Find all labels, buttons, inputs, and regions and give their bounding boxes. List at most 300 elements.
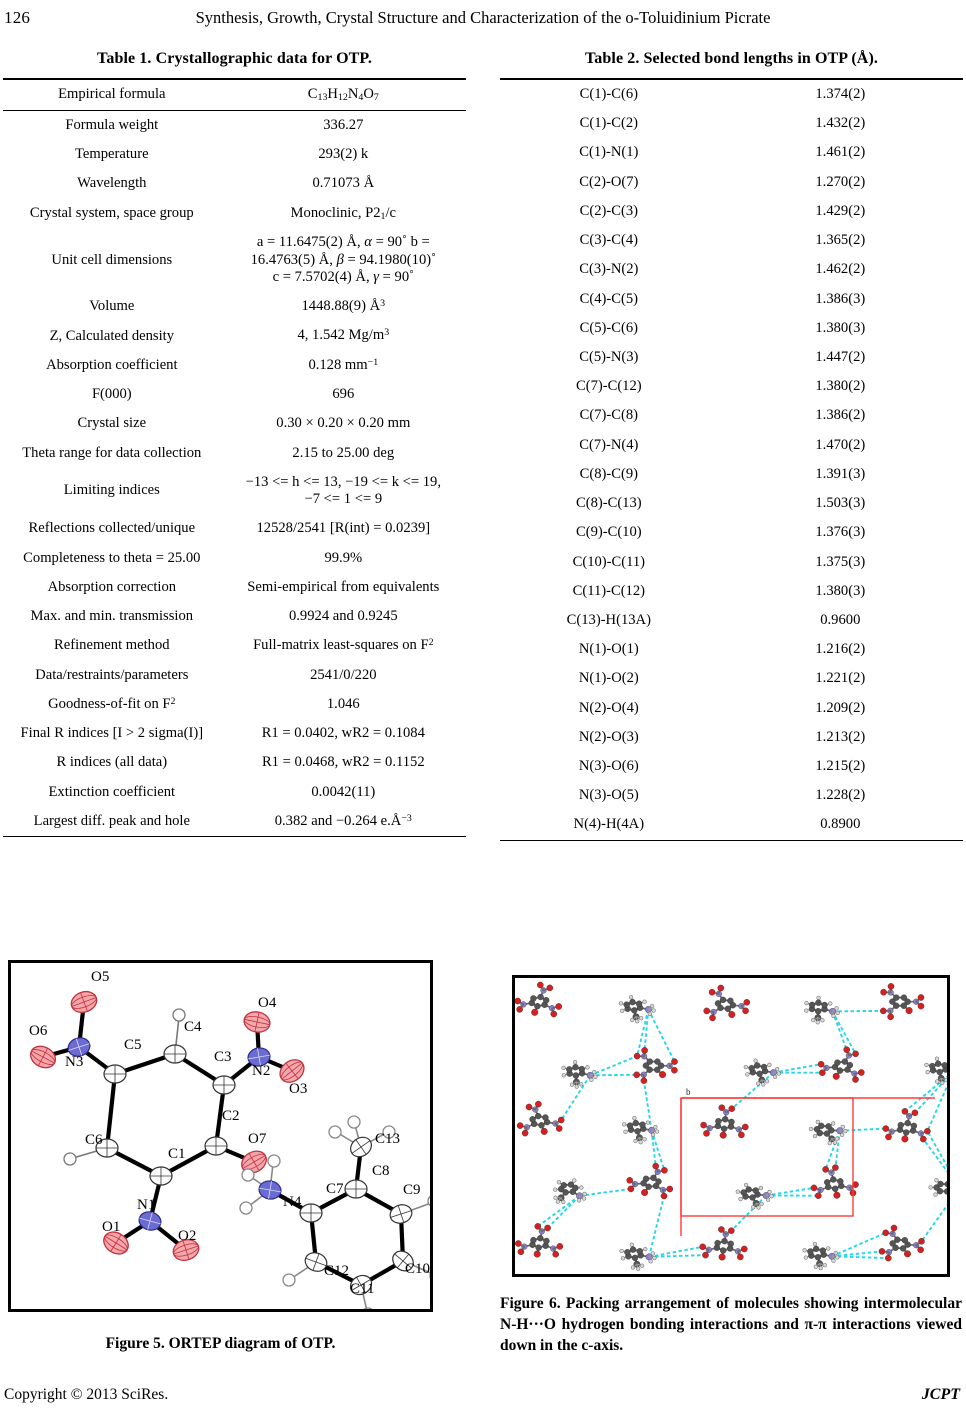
atom [836,1011,840,1015]
bond-label: C(8)-C(9) [579,465,638,482]
atom [561,1200,565,1204]
atom [592,1070,596,1074]
table-row [500,168,963,197]
table-row [500,489,963,518]
table-row [3,228,466,292]
atom-label: O2 [178,1228,197,1244]
table-row [3,292,466,321]
atom [558,1117,564,1123]
atom [646,1121,650,1125]
atom [624,1249,630,1255]
table-row [500,548,963,577]
bond-label: C(2)-O(7) [579,173,639,190]
atom [653,1163,659,1169]
atom [750,1195,756,1201]
atom-label: C4 [184,1019,202,1035]
atom [637,1248,643,1254]
atom [805,1001,809,1005]
atom [823,1263,827,1267]
left-column [3,50,466,837]
atom [760,1202,764,1206]
atom [654,1059,660,1065]
atom [834,1251,838,1255]
axis-label-b: b [686,1087,691,1097]
table-row [500,226,963,255]
atom [554,1196,558,1200]
table-row [500,285,963,314]
atom [840,1133,844,1137]
atom [580,1186,584,1190]
atom [813,1246,819,1252]
atom [828,1002,832,1006]
table-row [500,606,963,635]
atom [918,1247,924,1253]
atom [577,1199,581,1203]
table2-caption: Table 2. Selected bond lengths in OTP (Å). [585,50,878,67]
atom [667,1186,673,1192]
table-row [3,321,466,350]
atom-label: C6 [85,1132,103,1148]
atom [879,1248,885,1254]
row-value: 0.71073 Å [312,175,375,192]
table-row [3,110,466,140]
atom [834,1192,841,1199]
atom [770,1194,774,1198]
bond-label: C(7)-C(8) [579,407,638,424]
atom [744,1065,748,1069]
atom [562,1073,566,1077]
table-row [500,577,963,606]
atom [819,1266,823,1270]
table-row [3,807,466,837]
atom [929,1063,935,1069]
atom [929,1186,933,1190]
row-value: 0.382 and −0.264 $e.Å^{-3}$ [274,812,412,829]
atom [543,997,549,1003]
bond-label: N(1)-O(1) [578,641,639,658]
table2 [500,78,963,841]
atom [833,1073,840,1080]
bond-length: 1.376(3) [815,524,866,541]
atom [768,1190,772,1194]
table-row [3,169,466,198]
bond-label: C(2)-C(3) [579,202,638,219]
atom [534,1251,541,1258]
bond-label: C(4)-C(5) [579,290,638,307]
bond-length: 0.8900 [820,816,861,833]
atom [639,1016,643,1020]
atom [579,1066,585,1072]
atom [761,1083,765,1087]
atom [582,1197,586,1201]
atom [624,1130,628,1134]
atom [671,1067,677,1073]
atom [720,1248,726,1254]
atom [832,1014,836,1018]
atom [934,1193,938,1197]
atom [729,1106,735,1112]
table-row [3,690,466,719]
atom [583,1192,587,1196]
table-row [500,723,963,752]
hydrogen-bond [833,1011,884,1012]
atom [820,1248,826,1254]
atom [639,1140,643,1144]
atom-label: C8 [372,1163,390,1179]
atom [535,1113,541,1119]
atom [634,1053,640,1059]
atom [906,1007,913,1014]
atom [538,994,544,1000]
row-key: Wavelength [77,175,147,192]
atom [751,1205,755,1209]
atom [852,1076,858,1082]
bond-length: 1.503(3) [815,495,866,512]
atom [858,1069,864,1075]
atom [535,1223,541,1229]
bond-length: 1.461(2) [815,144,866,161]
atom [823,1166,829,1172]
atom [719,1254,726,1261]
atom [888,1014,894,1020]
bond-label: C(9)-C(10) [575,524,642,541]
atom [639,1122,645,1128]
atom [530,1237,536,1243]
atom [891,1225,897,1231]
atom [744,999,750,1005]
atom [718,1226,724,1232]
atom [700,1244,706,1250]
atom [736,1190,740,1194]
atom [643,1137,647,1141]
running-head [0,8,966,30]
atom [807,1249,813,1255]
packing-diagram [515,978,947,1274]
atom [819,1070,825,1076]
table-row [3,544,466,573]
row-value: 12528/2541 [R(int) = 0.0239] [256,520,431,537]
atom [537,982,543,988]
atom-label: C13 [375,1131,401,1147]
copyright-text: Copyright © 2013 SciRes. [4,1386,169,1403]
row-key: Z, Calculated density [49,327,175,344]
figure5-image [8,960,433,1312]
bond-length: 1.228(2) [815,787,866,804]
atom [824,1179,830,1185]
row-value: 336.27 [323,116,364,133]
atom-label: O6 [29,1023,48,1039]
row-key: Unit cell dimensions [51,251,173,268]
atom [643,1000,647,1004]
atom-label: O1 [102,1219,121,1235]
bond-label: C(11)-C(12) [572,582,646,599]
atom [709,1015,715,1021]
atom [719,1105,725,1111]
bond-length: 1.365(2) [815,232,866,249]
atom [633,1116,637,1120]
atom [627,1177,633,1183]
atom [898,1122,904,1128]
table-row [3,602,466,631]
atom [811,1018,815,1022]
row-value: 0.128 $mm^{-1}$ [308,356,379,373]
atom [547,985,553,991]
hydrogen-atom [64,1153,76,1165]
atom [630,1018,634,1022]
atom [804,1009,808,1013]
row-value: Full-matrix least-squares on $F^2$ [253,637,434,654]
row-value: 2541/0/220 [310,666,377,683]
atom [553,1188,557,1192]
atom [702,1252,708,1258]
atom-label: C2 [222,1108,240,1124]
atom [809,1002,815,1008]
atom [556,1003,562,1009]
bond-label: C(5)-N(3) [579,348,639,365]
atom [902,1237,908,1243]
atom [742,1124,748,1130]
atom [835,1007,839,1011]
bond-label: C(5)-C(6) [579,319,638,336]
atom [749,1065,755,1071]
atom [905,1120,911,1126]
atom [942,1062,947,1068]
table2-body [500,79,963,840]
atom [832,1165,838,1171]
atom [659,1071,666,1078]
bond-length: 1.270(2) [815,173,866,190]
atom [543,1238,549,1244]
table-row [3,661,466,690]
row-key: Theta range for data collection [22,444,202,461]
journal-abbreviation: JCPT [921,1386,960,1403]
atom [828,1141,832,1145]
table-row [500,343,963,372]
atom [530,995,536,1001]
atom [530,1116,536,1122]
atom-label: C9 [403,1182,421,1198]
atom [729,1119,735,1125]
row-value: 99.9% [324,549,363,566]
bond-label: C(1)-C(6) [579,86,638,102]
atom [837,1178,843,1184]
row-value: 0.0042(11) [311,783,376,800]
row-value: a = 11.6475(2) Å, α = 90˚ b = 16.4763(5) Å, β = 94.1980(10)˚ c = 7.5702(4) Å, γ = 90˚ [250,234,436,285]
row-value: 0.30 × 0.20 × 0.20 mm [276,415,411,432]
row-key: Extinction coefficient [48,783,176,800]
atom [901,995,907,1001]
atom [830,1177,836,1183]
atom [729,1011,736,1018]
atom [918,994,924,1000]
atom-label: C7 [326,1181,344,1197]
atom-label: C1 [168,1146,186,1162]
atom [572,1179,576,1183]
atom [652,1009,656,1013]
bond-length: 1.391(3) [815,465,866,482]
atom [821,1018,825,1022]
row-key: Crystal system, space group [29,204,194,221]
atom [833,1141,837,1145]
bond-length: 1.470(2) [815,436,866,453]
bond-length: 1.462(2) [815,261,866,278]
atom [590,1078,594,1082]
atom [636,1267,640,1271]
atom [757,1206,761,1210]
table-row [3,79,466,110]
table-row [500,431,963,460]
atom [630,1243,634,1247]
bond-length: 1.216(2) [815,641,866,658]
atom [641,1078,647,1084]
page-number: 126 [4,8,31,27]
atom [832,1186,838,1192]
row-key: Volume [89,298,135,315]
atom [651,1175,657,1181]
atom [902,1108,908,1114]
atom [761,1064,767,1070]
atom [720,1132,727,1139]
atom [641,1189,648,1196]
atom [649,1259,653,1263]
table-row [3,468,466,514]
bond-length: 1.215(2) [815,758,866,775]
atom [746,1073,750,1077]
bond-label: C(8)-C(13) [575,495,642,512]
table-row [500,752,963,781]
atom [661,1167,667,1173]
atom [883,1230,889,1236]
atom [754,1063,760,1069]
bond-length: 1.209(2) [815,699,866,716]
table-row [3,409,466,438]
atom-label: N2 [252,1063,271,1079]
bond-label: C(10)-C(11) [572,553,646,570]
atom [594,1075,598,1079]
atom [822,1002,828,1008]
atom [522,1130,528,1136]
atom [885,1255,891,1261]
atom [826,1247,830,1251]
atom [551,1011,557,1017]
atom [888,983,894,989]
bond-label: C(1)-N(1) [579,144,639,161]
atom [642,1047,648,1053]
table-row [500,197,963,226]
atom [773,1075,777,1079]
atom [545,1225,551,1231]
atom [630,999,636,1005]
atom [743,1008,749,1014]
atom [572,1185,578,1191]
atom [847,1062,853,1068]
atom [721,1126,727,1132]
atom [621,1256,625,1260]
table-row [500,314,963,343]
table-row [500,635,963,664]
atom [816,1120,820,1124]
atom [753,1188,759,1194]
atom [727,998,733,1004]
atom [809,1127,813,1131]
row-value: Monoclinic, $P2_1/c$ [290,204,397,222]
bond-label: N(2)-O(4) [578,699,639,716]
atom [656,1179,662,1185]
running-title: Synthesis, Growth, Crystal Structure and Characterization of the o-Toluidinium Picrate [195,8,771,27]
bond-label: C(3)-N(2) [579,261,639,278]
row-key: Absorption coefficient [46,356,178,373]
row-value: 293(2) k [318,146,369,163]
atom [635,1128,641,1134]
atom [920,1136,926,1142]
table1 [3,78,466,837]
atom [918,1003,924,1009]
bond-length: 1.380(2) [815,378,866,395]
atom [715,1000,721,1006]
atom-label: O5 [91,969,110,985]
atom [725,1006,731,1012]
row-key: R indices (all data) [56,754,168,771]
figure6-image [512,975,950,1277]
atom [640,1264,644,1268]
atom [803,1248,807,1252]
atom [824,1131,830,1137]
atom [629,995,633,999]
atom [844,1047,850,1053]
atom [901,1003,907,1009]
atom [813,1134,817,1138]
atom [883,1126,889,1132]
atom [722,1238,728,1244]
atom-label: N4 [283,1194,302,1210]
bond-length: 0.9600 [820,611,861,628]
table-row [3,748,466,777]
row-value: 4, 1.542 $Mg/m^3$ [297,327,390,344]
atom [630,1247,636,1253]
atom [653,1256,657,1260]
table-row [500,694,963,723]
atom [935,1061,941,1067]
atom [643,1247,647,1251]
atom [573,1073,579,1079]
atom [575,1085,579,1089]
atom [813,1242,817,1246]
bond-label: N(3)-O(5) [578,787,639,804]
row-key: Limiting indices [63,482,160,499]
atom [650,1004,654,1008]
atom [517,1006,523,1012]
table-row [3,514,466,543]
atom [715,1118,721,1124]
atom [671,1059,677,1065]
bond-label: C(1)-C(2) [579,115,638,132]
atom [704,1008,710,1014]
bond-label: C(3)-C(4) [579,232,638,249]
bond-length: 1.213(2) [815,728,866,745]
atom [648,1012,652,1016]
atom [765,1079,769,1083]
bond-length: 1.380(3) [815,319,866,336]
bond-label: C(13)-H(13A) [566,611,651,628]
row-key: Completeness to theta = 25.00 [23,549,201,566]
row-key: Final R indices [I > 2 sigma(I)] [20,725,204,742]
atom [737,1254,743,1260]
atom [746,1187,752,1193]
table-row [500,79,963,109]
atom [935,1057,939,1061]
atom [759,1186,763,1190]
atom [766,1198,770,1202]
